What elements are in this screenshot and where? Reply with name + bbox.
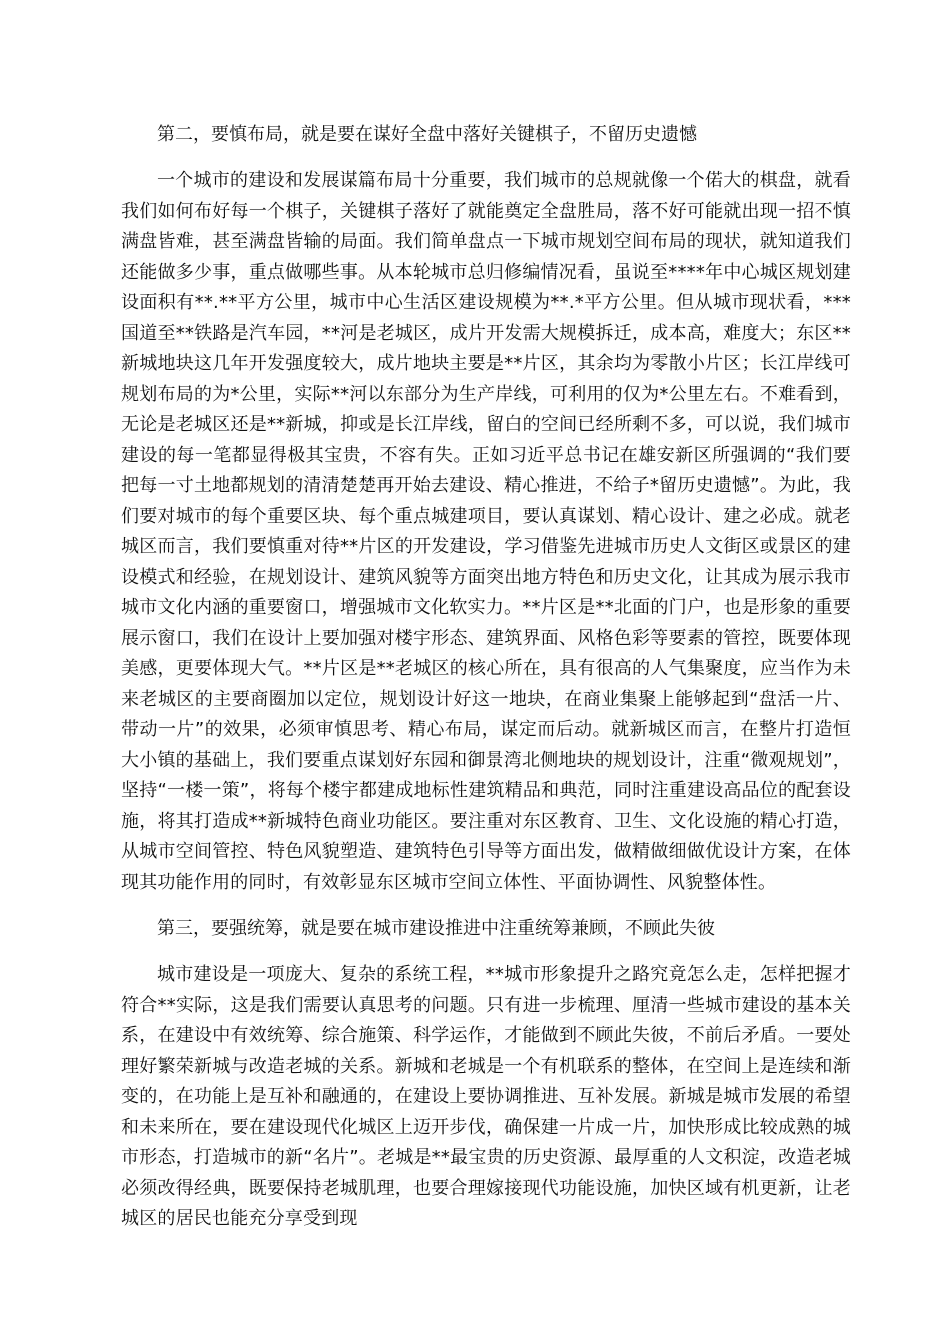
section-paragraph: 一个城市的建设和发展谋篇布局十分重要，我们城市的总规就像一个偌大的棋盘，就看我们如何布好每一个棋子，关键棋子落好了就能奠定全盘胜局，落不好可能就出现一招不慎满盘皆难，甚至满盘皆输的局面。我们简单盘点一下城市规划空间布局的现状，就知道我们还能做多少事，重点做哪些事。从本轮城市总归修编情况看，虽说至****年中心城区规划建设面积有**.**平方公里，城市中心生活区建设规模为**.*平方公里。但从城市现状看，***国道至**铁路是汽车园，**河是老城区，成片开发需大规模拆迁，成本高，难度大；东区**新城地块这几年开发强度较大，成片地块主要是**片区，其余均为零散小片区；长江岸线可规划布局的为*公里，实际**河以东部分为生产岸线，可利用的仅为*公里左右。不难看到，无论是老城区还是**新城，抑或是长江岸线，留白的空间已经所剩不多，可以说，我们城市建设的每一笔都显得极其宝贵，不容有失。正如习近平总书记在雄安新区所强调的“我们要把每一寸土地都规划的清清楚楚再开始去建设、精心推进，不给子*留历史遗憾”。为此，我们要对城市的每个重要区块、每个重点城建项目，要认真谋划、精心设计、建之必成。就老城区而言，我们要慎重对待**片区的开发建设，学习借鉴先进城市历史人文街区或景区的建设模式和经验，在规划设计、建筑风貌等方面突出地方特色和历史文化，让其成为展示我市城市文化内涵的重要窗口，增强城市文化软实力。**片区是**北面的门户，也是形象的重要展示窗口，我们在设计上要加强对楼宇形态、建筑界面、风格色彩等要素的管控，既要体现美感，更要体现大气。**片区是**老城区的核心所在，具有很高的人气集聚度，应当作为未来老城区的主要商圈加以定位，规划设计好这一地块，在商业集聚上能够起到“盘活一片、带动一片”的效果，必须审慎思考、精心布局，谋定而后动。就新城区而言，在整片打造恒大小镇的基础上，我们要重点谋划好东园和御景湾北侧地块的规划设计，注重“微观规划”，坚持“一楼一策”，将每个楼宇都建成地标性建筑精品和典范，同时注重建设高品位的配套设施，将其打造成**新城特色商业功能区。要注重对东区教育、卫生、文化设施的精心打造，从城市空间管控、特色风貌塑造、建筑特色引导等方面出发，做精做细做优设计方案，在体现其功能作用的同时，有效彰显东区城市空间立体性、平面协调性、风貌整体性。	[121, 170, 851, 893]
section-layout	[121, 118, 851, 898]
section-paragraph: 城市建设是一项庞大、复杂的系统工程，**城市形象提升之路究竟怎么走，怎样把握才符合**实际，这是我们需要认真思考的问题。只有进一步梳理、厘清一些城市建设的基本关系，在建设中有效统筹、综合施策、科学运作，才能做到不顾此失彼，不前后矛盾。一要处理好繁荣新城与改造老城的关系。新城和老城是一个有机联系的整体，在空间上是连续和渐变的，在功能上是互补和融通的，在建设上要协调推进、互补发展。新城是城市发展的希望和未来所在，要在建设现代化城区上迈开步伐，确保建一片成一片，加快形成比较成熟的城市形态，打造城市的新“名片”。老城是**最宝贵的历史资源、最厚重的人文积淀，改造老城必须改得经典，既要保持老城肌理，也要合理嫁接现代功能设施，加快区域有机更新，让老城区的居民也能充分享受到现	[121, 964, 851, 1229]
section-coordination	[121, 912, 851, 1235]
document-page	[121, 118, 851, 1249]
section-heading: 第二，要慎布局，就是要在谋好全盘中落好关键棋子，不留历史遗憾	[157, 124, 697, 145]
section-heading: 第三，要强统筹，就是要在城市建设推进中注重统筹兼顾，不顾此失彼	[157, 918, 715, 939]
